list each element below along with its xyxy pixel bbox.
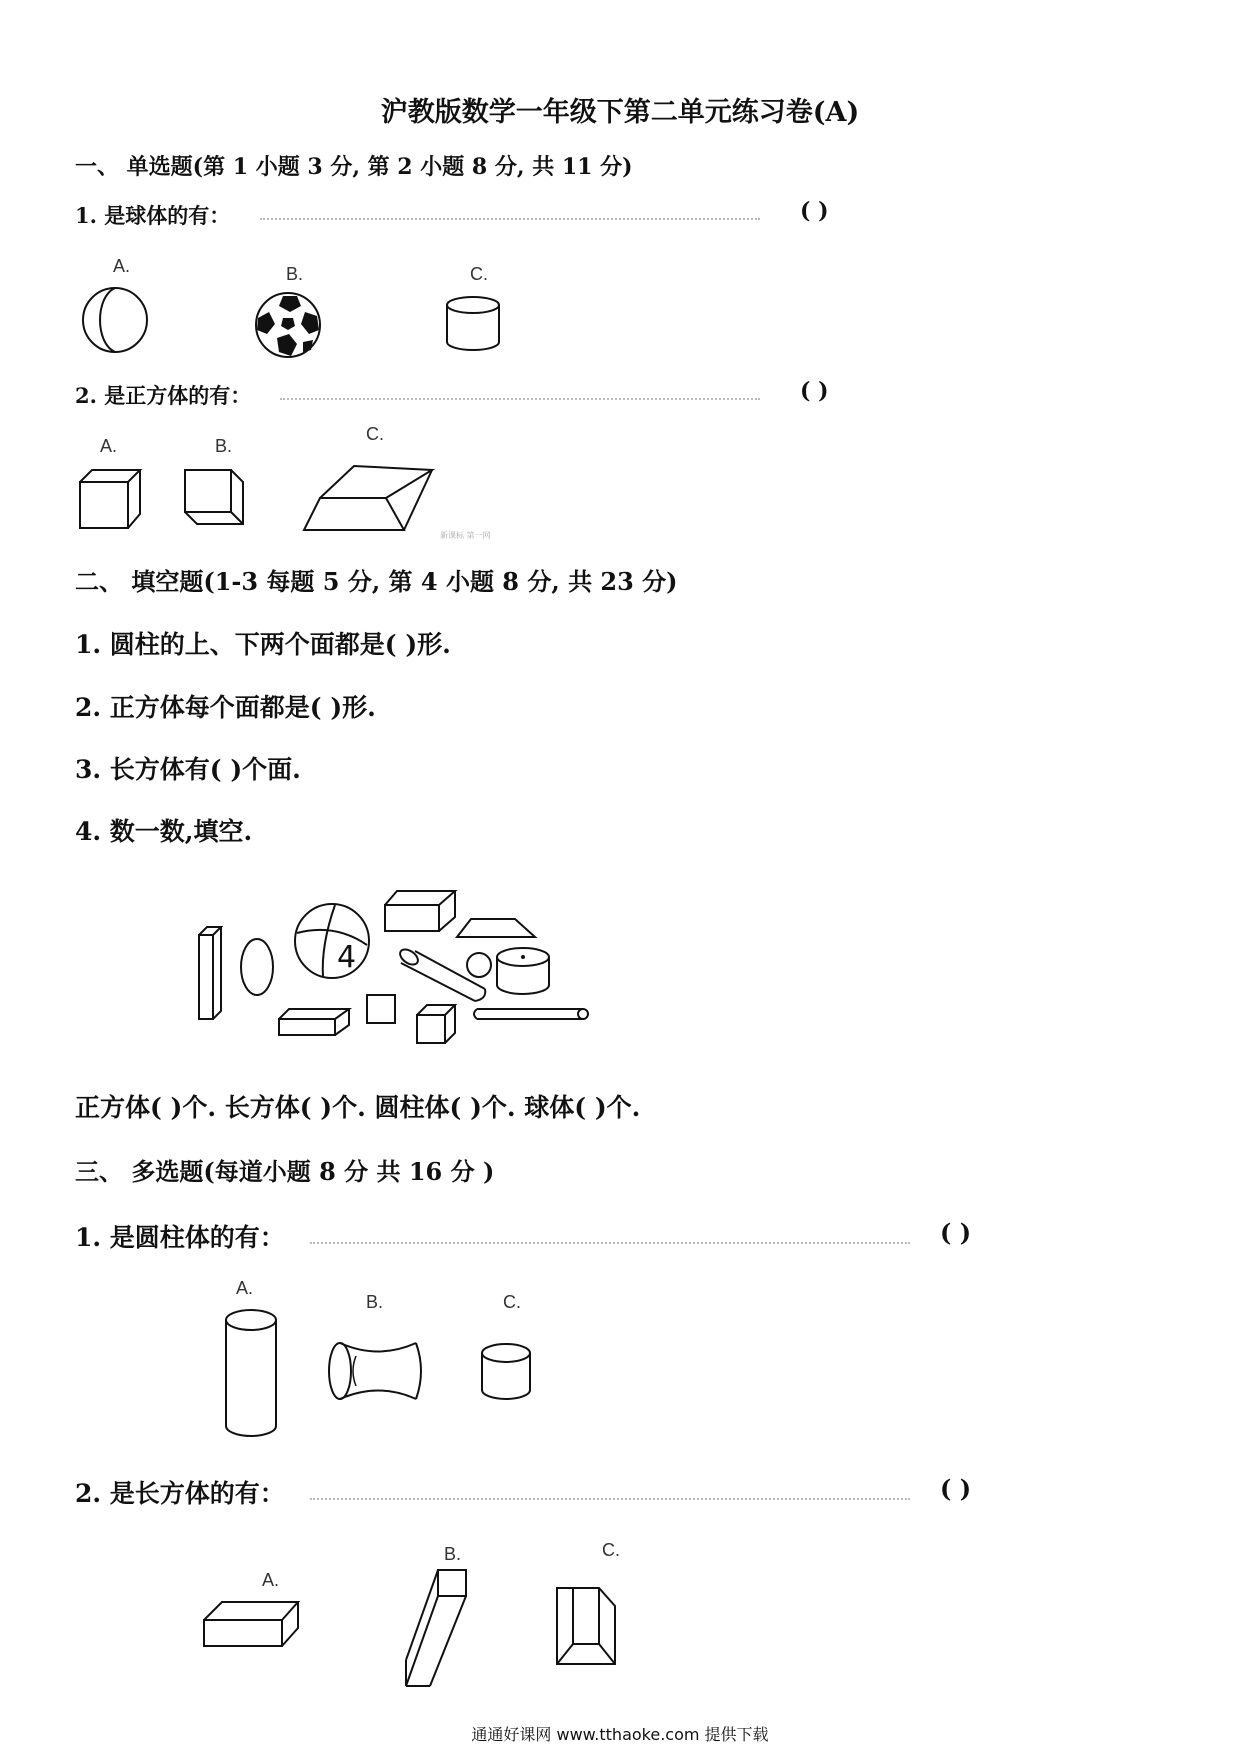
s1-q1-answer-paren[interactable]: ( ) xyxy=(800,198,829,224)
s1-q1-option-b: B. xyxy=(286,264,304,284)
flat-cuboid-icon xyxy=(202,1598,300,1648)
s1-q1-text: 1. 是球体的有： xyxy=(75,203,231,228)
section-1-heading: 一、 单选题(第 1 小题 3 分, 第 2 小题 8 分, 共 11 分) xyxy=(75,154,633,180)
s2-q1: 1. 圆柱的上、下两个面都是( )形. xyxy=(75,630,451,659)
trapezoid-prism-icon xyxy=(302,460,436,532)
shape-counting-figure xyxy=(195,885,595,1050)
s2-q4-answer-line: 正方体( )个. 长方体( )个. 圆柱体( )个. 球体( )个. xyxy=(75,1093,641,1122)
small-cube-shape xyxy=(417,1005,455,1043)
square-shape xyxy=(367,995,395,1023)
s1-q1-option-c: C. xyxy=(470,264,488,284)
tall-cuboid-shape xyxy=(199,927,221,1019)
ball-number-label: 4 xyxy=(337,940,357,975)
s3-q2-option-c: C. xyxy=(602,1540,620,1560)
page-footer: 通通好课网 www.tthaoke.com 提供下载 xyxy=(471,1725,769,1744)
s1-q1-leader xyxy=(260,198,760,220)
tall-cylinder-icon xyxy=(222,1308,280,1438)
horizontal-cylinder-rod-shape xyxy=(474,1009,588,1019)
cube-icon xyxy=(78,468,144,530)
short-cylinder-icon-2 xyxy=(478,1342,534,1402)
s3-q1-leader xyxy=(310,1218,910,1244)
sphere-outline-icon xyxy=(80,285,150,355)
section-2-heading: 二、 填空题(1-3 每题 5 分, 第 4 小题 8 分, 共 23 分) xyxy=(75,567,678,596)
s1-q2-option-b: B. xyxy=(215,436,233,456)
cylinder-shape xyxy=(497,948,549,994)
s3-q1-text: 1. 是圆柱体的有： xyxy=(75,1223,285,1252)
page-title: 沪教版数学一年级下第二单元练习卷(A) xyxy=(380,97,860,128)
s2-q4: 4. 数一数,填空. xyxy=(75,817,253,846)
s3-q2-option-a: A. xyxy=(262,1570,280,1590)
slanted-cuboid-icon xyxy=(404,1568,470,1688)
s2-q2: 2. 正方体每个面都是( )形. xyxy=(75,693,376,722)
small-sphere-shape xyxy=(467,953,491,977)
s1-q2-text: 2. 是正方体的有： xyxy=(75,383,252,408)
s1-q1-option-a: A. xyxy=(113,256,131,276)
watermark: 新课标 第一网 xyxy=(440,531,491,540)
flat-cuboid-bottom-shape xyxy=(279,1009,349,1035)
ellipse-shape xyxy=(241,939,273,995)
s1-q2-option-c: C. xyxy=(366,424,384,444)
s3-q2-leader xyxy=(310,1474,910,1500)
standing-prism-icon xyxy=(555,1584,617,1666)
cube-back-view-icon xyxy=(183,468,245,526)
soccer-ball-icon xyxy=(253,290,323,360)
flat-cuboid-top-shape xyxy=(385,891,455,931)
spool-shape-icon xyxy=(326,1336,426,1406)
s3-q1-option-b: B. xyxy=(366,1292,384,1312)
section-3-heading: 三、 多选题(每道小题 8 分 共 16 分 ) xyxy=(75,1157,495,1186)
s1-q2-answer-paren[interactable]: ( ) xyxy=(800,378,829,404)
s1-q2-leader xyxy=(280,378,760,400)
s3-q1-option-c: C. xyxy=(503,1292,521,1312)
s1-q2-option-a: A. xyxy=(100,436,118,456)
s2-q3: 3. 长方体有( )个面. xyxy=(75,755,301,784)
short-cylinder-icon xyxy=(443,294,503,354)
s3-q1-option-a: A. xyxy=(236,1278,254,1298)
trapezoid-shape xyxy=(457,919,535,937)
s3-q2-option-b: B. xyxy=(444,1544,462,1564)
s3-q2-answer-paren[interactable]: ( ) xyxy=(940,1474,972,1503)
s3-q2-text: 2. 是长方体的有： xyxy=(75,1479,285,1508)
s3-q1-answer-paren[interactable]: ( ) xyxy=(940,1218,972,1247)
numbered-ball-shape xyxy=(295,904,369,978)
